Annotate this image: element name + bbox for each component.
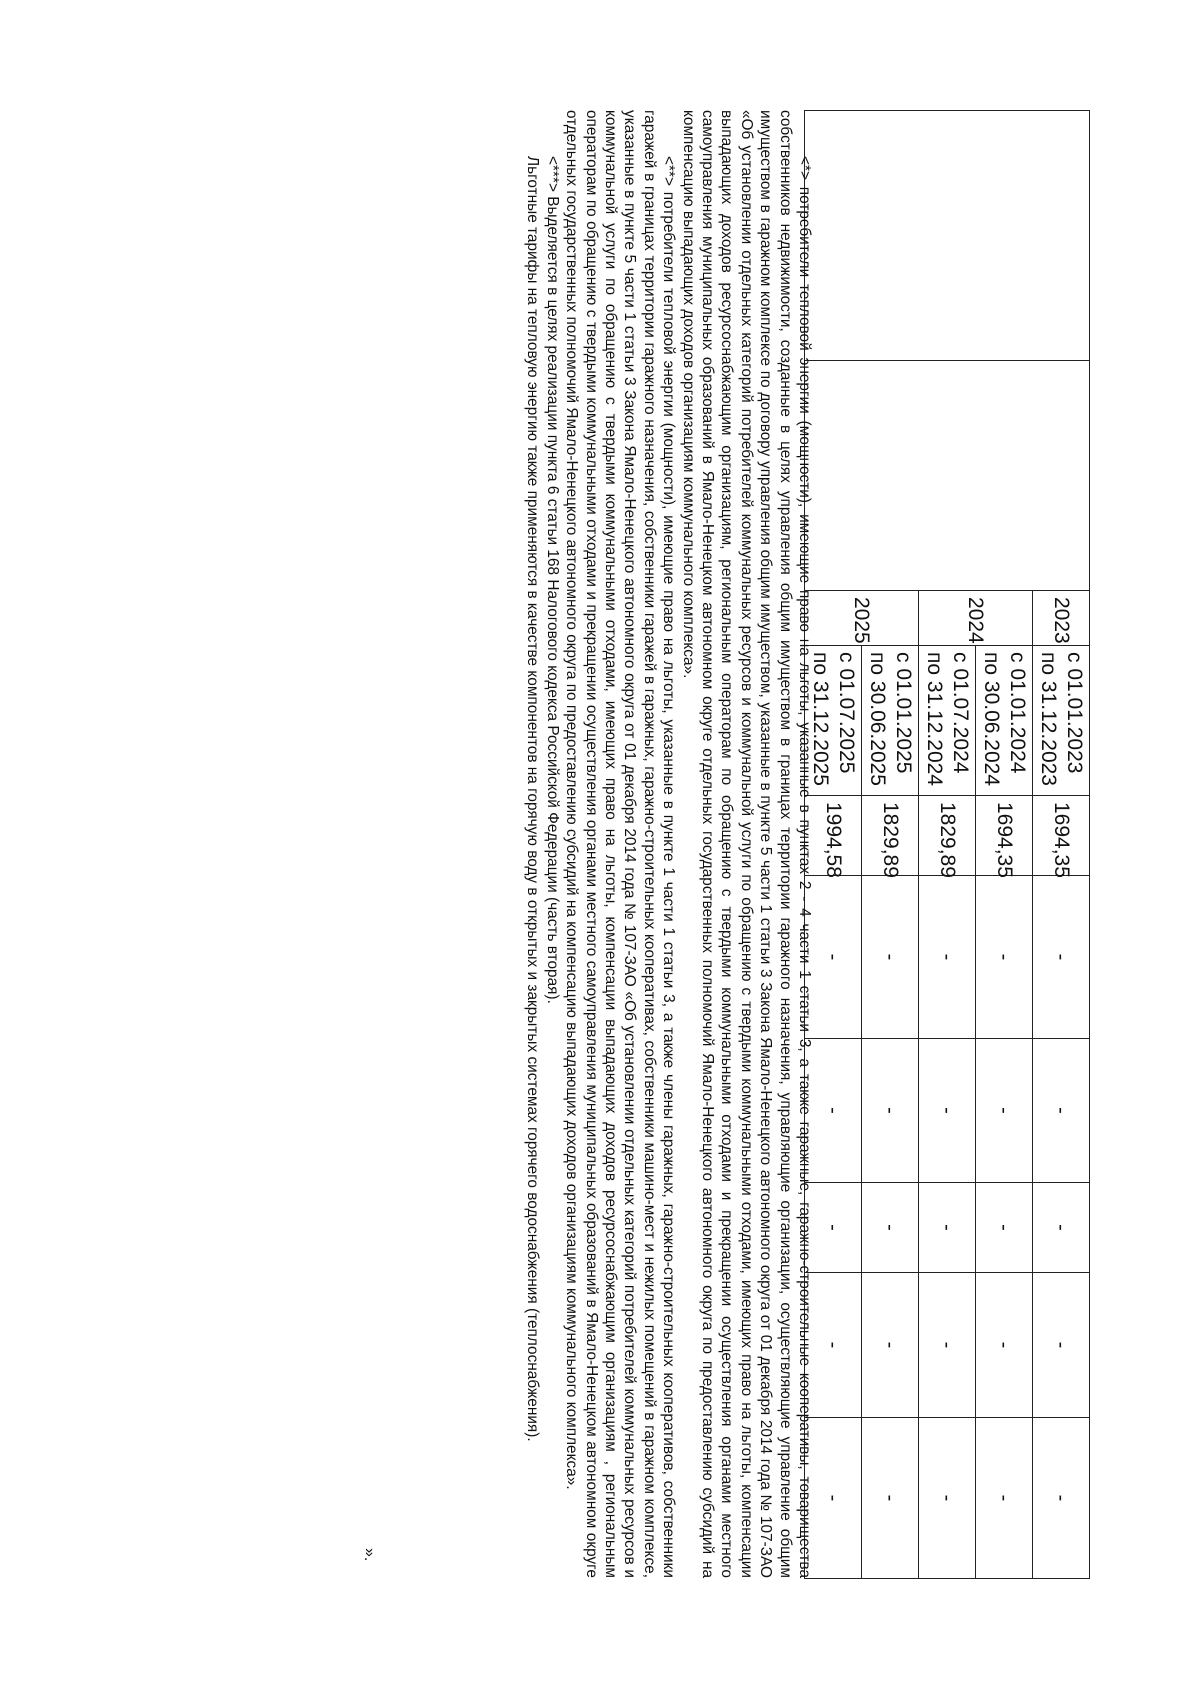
dash-cell: - xyxy=(1033,1039,1090,1183)
dash-cell: - xyxy=(976,1183,1033,1273)
dash-cell: - xyxy=(919,1183,976,1273)
period-end: по 30.06.2025 xyxy=(866,652,889,786)
footnote-single-star: <*> потребители тепловой энергии (мощности), имеющие право на льготы, указанные в пунктах 2 - 4 части 1 статьи 3, а также гаражные, гаражно-строительные кооперативы, товарищества собственников недвижимости, созданные в целях управления общим имуществом в границах территории гаражного назначения, управляющие организации, осуществляющие управление общим имуществом в гаражном комплексе по договору управления общим имуществом, указанные в пункте 5 части 1 статьи 3 Закона Ямало-Ненецкого автономного округа от 01 декабря 2014 года № 107-ЗАО «Об установлении отдельных категорий потребителей коммунальных ресурсов и коммунальной услуги по обращению с твердыми коммунальными отходами, имеющих право на льготы, компенсации выпадающих доходов ресурсоснабжающим организациям, региональным операторам по обращению с твердыми коммунальными отходами и прекращении осуществления органами местного самоуправления муниципальных образований в Ямало-Ненецком автономном округе отдельных государственных полномочий Ямало-Ненецкого автономного округа по предоставлению субсидий на компенсацию выпадающих доходов организациям коммунального комплекса». xyxy=(679,110,813,1578)
period-cell xyxy=(862,646,919,796)
dash-cell: - xyxy=(919,876,976,1039)
dash-cell: - xyxy=(862,1273,919,1418)
tariff-table xyxy=(804,110,1090,1579)
dash-cell: - xyxy=(805,1273,862,1418)
year-cell: 2024 xyxy=(919,591,1033,646)
dash-cell: - xyxy=(862,876,919,1039)
year-cell: 2023 xyxy=(1033,591,1090,646)
tariff-value: 1829,89 xyxy=(919,796,976,876)
tariff-value: 1829,89 xyxy=(862,796,919,876)
empty-cell xyxy=(805,361,1090,591)
period-end: по 31.12.2024 xyxy=(923,652,946,786)
period-end: по 31.12.2023 xyxy=(1037,652,1060,786)
year-cell: 2025 xyxy=(805,591,919,646)
period-start: с 01.07.2025 xyxy=(835,652,858,774)
dash-cell: - xyxy=(976,1039,1033,1183)
dash-cell: - xyxy=(862,1418,919,1579)
dash-cell: - xyxy=(1033,1273,1090,1418)
period-start: с 01.01.2023 xyxy=(1063,652,1086,774)
period-end: по 30.06.2024 xyxy=(980,652,1003,786)
footnote-double-star: <**> потребители тепловой энергии (мощности), имеющие право на льготы, указанные в пункте 1 части 1 статьи 3, а также члены гаражных, гаражно-строительных кооперативов, собственники гаражей в границах территории гаражного назначения, собственники гаражей в гаражных, гаражно-строительных кооперативах, собственники машино-мест и нежилых помещений в гаражном комплексе, указанные в пункте 5 части 1 статьи 3 Закона Ямало-Ненецкого автономного округа от 01 декабря 2014 года № 107-ЗАО «Об установлении отдельных категорий потребителей коммунальных ресурсов и коммунальной услуги по обращению с твердыми коммунальными отходами, имеющих право на льготы, компенсации выпадающих доходов ресурсоснабжающим организациям , региональным операторам по обращению с твердыми коммунальными отходами и прекращении осуществления органами местного самоуправления муниципальных образований в Ямало-Ненецком автономном округе отдельных государственных полномочий Ямало-Ненецкого автономного округа по предоставлению субсидий на компенсацию выпадающих доходов организациям коммунального комплекса». xyxy=(563,110,678,1578)
dash-cell: - xyxy=(919,1039,976,1183)
tariff-value: 1694,35 xyxy=(1033,796,1090,876)
dash-cell: - xyxy=(1033,1183,1090,1273)
dash-cell: - xyxy=(862,1039,919,1183)
empty-cell xyxy=(805,111,1090,361)
dash-cell: - xyxy=(862,1183,919,1273)
footnotes xyxy=(523,110,814,1578)
dash-cell: - xyxy=(919,1273,976,1418)
dash-cell: - xyxy=(919,1418,976,1579)
tariff-value: 1694,35 xyxy=(976,796,1033,876)
dash-cell: - xyxy=(976,1418,1033,1579)
period-start: с 01.01.2024 xyxy=(1006,652,1029,774)
period-cell xyxy=(1033,646,1090,796)
dash-cell: - xyxy=(976,876,1033,1039)
dash-cell: - xyxy=(805,876,862,1039)
footnote-triple-star: <***> Выделяется в целях реализации пункта 6 статьи 168 Налогового кодекса Российской Федерации (часть вторая). xyxy=(543,156,561,1004)
closing-quote-mark: ». xyxy=(361,1548,378,1562)
footnote-hot-water: Льготные тарифы на тепловую энергию также применяются в качестве компонентов на горячую воду в открытых и закрытых системах горячего водоснабжения (теплоснабжения). xyxy=(524,156,542,1442)
period-cell xyxy=(976,646,1033,796)
dash-cell: - xyxy=(805,1183,862,1273)
dash-cell: - xyxy=(1033,1418,1090,1579)
dash-cell: - xyxy=(805,1418,862,1579)
dash-cell: - xyxy=(1033,876,1090,1039)
dash-cell: - xyxy=(976,1273,1033,1418)
dash-cell: - xyxy=(805,1039,862,1183)
tariff-value: 1994,58 xyxy=(805,796,862,876)
period-end: по 31.12.2025 xyxy=(809,652,832,786)
table-row xyxy=(1033,111,1090,1579)
period-start: с 01.01.2025 xyxy=(892,652,915,774)
period-start: с 01.07.2024 xyxy=(949,652,972,774)
period-cell xyxy=(919,646,976,796)
